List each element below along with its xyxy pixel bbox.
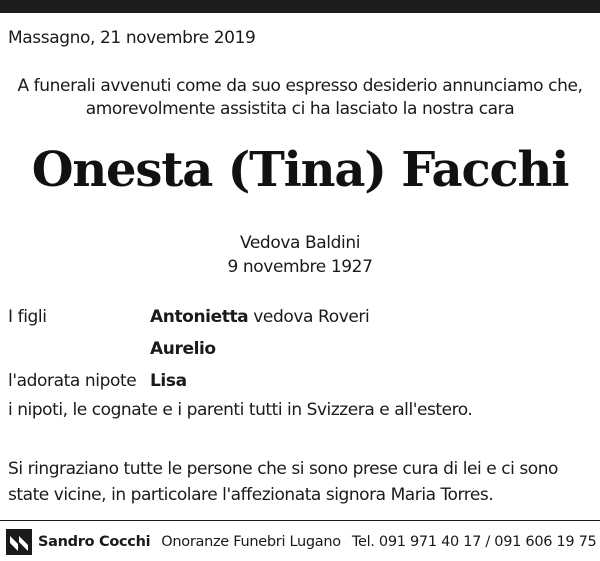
sandro-cocchi-logo-icon <box>6 529 32 555</box>
announcement-line: amorevolmente assistita ci ha lasciato la nostra cara <box>85 99 515 119</box>
footer-rule <box>0 520 600 521</box>
footer <box>6 528 600 556</box>
family-row <box>8 339 216 359</box>
thanks-paragraph: Si ringraziano tutte le persone che si sono prese cura di lei e ci sono state vicine, in particolare l'affezionata signora Maria Torres. <box>8 459 558 505</box>
phone-numbers: Tel. 091 971 40 17 / 091 606 19 75 <box>351 534 597 550</box>
family-row <box>8 307 369 327</box>
funeral-home-name: Sandro Cocchi <box>38 534 151 550</box>
announcement <box>0 75 600 121</box>
announcement-line: A funerali avvenuti come da suo espresso desiderio annunciamo che, <box>17 76 583 96</box>
place-date: Massagno, 21 novembre 2019 <box>8 28 256 48</box>
family-name: Antonietta <box>150 307 249 327</box>
birth-date: 9 novembre 1927 <box>227 257 373 277</box>
top-rule <box>0 0 600 13</box>
family-label: l'adorata nipote <box>8 371 137 391</box>
family-name: Aurelio <box>150 339 216 359</box>
family-label: I figli <box>8 307 47 327</box>
relatives-line: i nipoti, le cognate e i parenti tutti in Svizzera e all'estero. <box>8 400 473 420</box>
funeral-service: Onoranze Funebri Lugano <box>161 534 341 550</box>
deceased-name: Onesta (Tina) Facchi <box>31 142 569 198</box>
widow-of: Vedova Baldini <box>239 233 361 253</box>
family-row <box>8 371 187 391</box>
family-suffix: vedova Roveri <box>248 307 370 327</box>
widow-block <box>0 231 600 279</box>
family-name: Lisa <box>150 371 187 391</box>
